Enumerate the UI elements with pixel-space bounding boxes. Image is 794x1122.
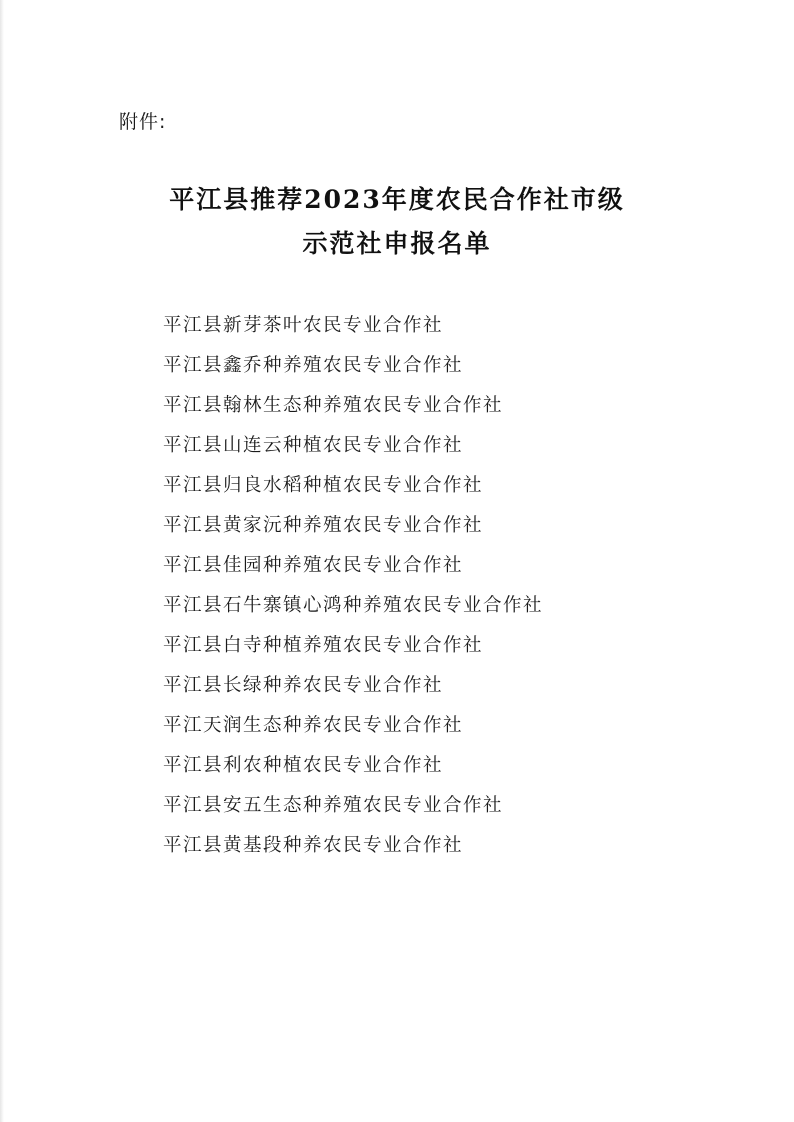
list-item: 平江县长绿种养农民专业合作社: [163, 675, 444, 696]
list-item: 平江天润生态种养农民专业合作社: [163, 715, 464, 736]
list-item: 平江县佳园种养殖农民专业合作社: [163, 555, 464, 576]
document-title-line-2: 示范社申报名单: [302, 229, 492, 258]
list-item: 平江县鑫乔种养殖农民专业合作社: [163, 355, 464, 376]
list-item: 平江县石牛寨镇心鸿种养殖农民专业合作社: [163, 595, 544, 616]
cooperative-list: [163, 306, 543, 866]
list-item: 平江县归良水稻种植农民专业合作社: [163, 475, 484, 496]
list-item: 平江县黄家沅种养殖农民专业合作社: [163, 515, 484, 536]
list-item: 平江县安五生态种养殖农民专业合作社: [163, 795, 504, 816]
list-item: 平江县黄基段种养农民专业合作社: [163, 835, 464, 856]
list-item: 平江县利农种植农民专业合作社: [163, 755, 444, 776]
document-title-line-1: 平江县推荐2023年度农民合作社市级: [169, 185, 625, 214]
attachment-label: 附件:: [119, 111, 167, 133]
list-item: 平江县翰林生态种养殖农民专业合作社: [163, 395, 504, 416]
list-item: 平江县新芽茶叶农民专业合作社: [163, 315, 444, 336]
list-item: 平江县山连云种植农民专业合作社: [163, 435, 464, 456]
scan-edge: [0, 0, 4, 1122]
list-item: 平江县白寺种植养殖农民专业合作社: [163, 635, 484, 656]
